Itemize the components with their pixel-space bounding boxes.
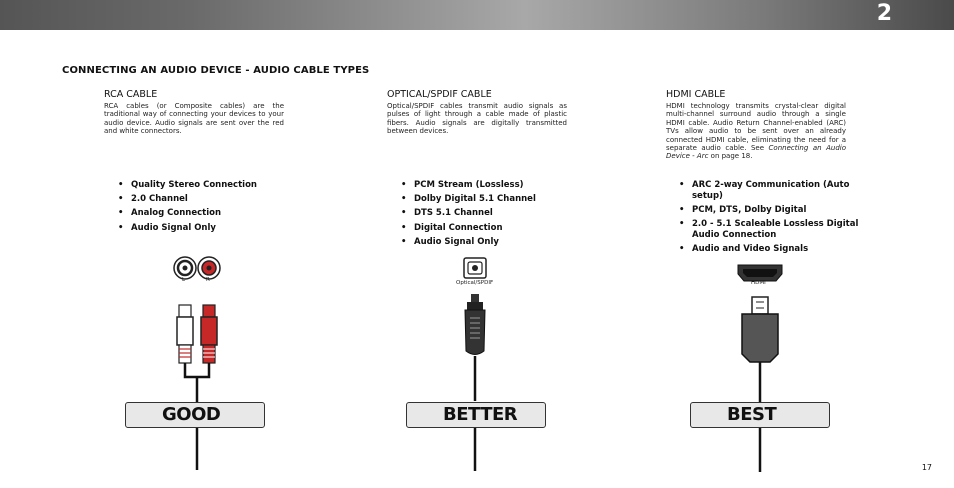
list-item: • Analog Connection [118,208,308,219]
rca-port-label-l: L [182,277,186,283]
hdmi-description-text: HDMI technology transmits crystal-clear digital multi-channel surround audio through a single HDMI cable. Audio Return Channel-enabled (ARC) TVs allow audio to be sent over an already connected HDMI cable, eliminating the need for a separate audio cable. See [666,102,846,153]
list-item: • PCM Stream (Lossless) [401,180,591,191]
rca-port-label-r: R [206,277,210,283]
optical-column [387,89,567,136]
rca-title: RCA CABLE [104,89,158,100]
rca-description: RCA cables (or Composite cables) are the traditional way of connecting your devices to your audio device. Audio signals are sent over the red and white connectors. [104,102,284,136]
header-bar [0,0,954,30]
optical-description: Optical/SPDIF cables transmit audio signals as pulses of light through a cable made of plastic fibers. Audio signals are digitally transmitted between devices. [387,102,567,136]
hdmi-feature-list [679,180,869,258]
rating-best-label: BEST [727,404,777,425]
list-item: • Audio Signal Only [401,237,591,248]
list-item: • Dolby Digital 5.1 Channel [401,194,591,205]
list-item: • Quality Stereo Connection [118,180,308,191]
rca-column [104,89,284,136]
hdmi-description-tail: on page 18. [708,152,753,161]
rca-feature-list [118,180,308,237]
rca-cable-icon [150,255,240,470]
rating-good-label: GOOD [162,404,221,425]
optical-cable-icon [450,256,500,471]
list-item: • Audio and Video Signals [679,244,869,255]
list-item: • Digital Connection [401,223,591,234]
list-item: • ARC 2-way Communication (Auto setup) [679,180,869,201]
page-number: 17 [921,463,932,472]
list-item: • Audio Signal Only [118,223,308,234]
section-title: CONNECTING AN AUDIO DEVICE - AUDIO CABLE TYPES [62,65,370,76]
hdmi-port-label: HDMI [751,280,766,286]
arc-reference: Connecting an Audio Device - Arc [666,144,846,161]
rating-better-badge [406,402,546,428]
hdmi-description [666,102,846,161]
rating-best-badge [690,402,830,428]
rating-good-badge [125,402,265,428]
optical-feature-list [401,180,591,251]
list-item: • PCM, DTS, Dolby Digital [679,205,869,216]
hdmi-cable-icon [735,262,785,472]
chapter-number: 2 [876,1,892,26]
hdmi-title: HDMI CABLE [666,89,726,100]
list-item: • DTS 5.1 Channel [401,208,591,219]
list-item: • 2.0 - 5.1 Scaleable Lossless Digital Audio Connection [679,219,869,240]
hdmi-column [666,89,846,161]
list-item: • 2.0 Channel [118,194,308,205]
optical-port-label: Optical/SPDIF [456,280,494,286]
optical-title: OPTICAL/SPDIF CABLE [387,89,492,100]
rating-better-label: BETTER [443,404,518,425]
